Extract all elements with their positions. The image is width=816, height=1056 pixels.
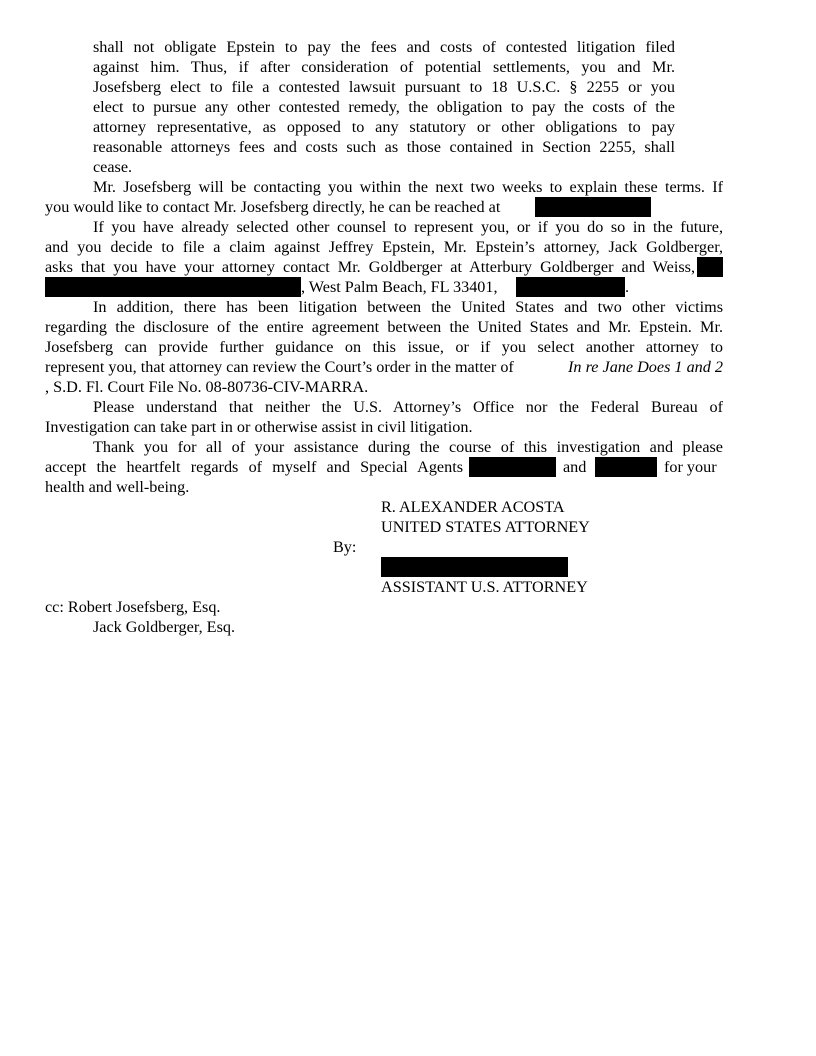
redaction-phone-goldberger bbox=[516, 277, 625, 297]
block-quote-line-3: Josefsberg elect to file a contested lawsuit pursuant to 18 U.S.C. § 2255 or you bbox=[93, 78, 675, 96]
block-quote-line-7: cease. bbox=[93, 158, 133, 176]
assistant-title: ASSISTANT U.S. ATTORNEY bbox=[381, 578, 588, 596]
litigation-line-1: In addition, there has been litigation between the United States and two other victims bbox=[93, 298, 723, 316]
redaction-agent-2 bbox=[595, 457, 657, 477]
redaction-assistant-name bbox=[381, 557, 568, 577]
thanks-line-2a: accept the heartfelt regards of myself and Special Agents bbox=[45, 458, 463, 476]
contact-line-2 bbox=[45, 197, 500, 217]
contact-text: you would like to contact Mr. Josefsberg directly, he can be reached at bbox=[45, 198, 501, 216]
signatory-name: R. ALEXANDER ACOSTA bbox=[381, 498, 565, 516]
counsel-line-4-city: , West Palm Beach, FL 33401, bbox=[301, 278, 498, 296]
redaction-address-start bbox=[697, 257, 723, 277]
understand-line-2: Investigation can take part in or otherwise assist in civil litigation. bbox=[45, 418, 473, 436]
redaction-agent-1 bbox=[469, 457, 556, 477]
litigation-line-3: Josefsberg can provide further guidance on this issue, or if you select another attorney to bbox=[45, 338, 723, 356]
counsel-line-2: and you decide to file a claim against Jeffrey Epstein, Mr. Epstein’s attorney, Jack Goldberger, bbox=[45, 238, 723, 256]
thanks-line-2c: for your bbox=[664, 458, 717, 476]
litigation-line-2: regarding the disclosure of the entire agreement between the United States and Mr. Epstein. Mr. bbox=[45, 318, 723, 336]
counsel-line-4-end: . bbox=[625, 278, 630, 296]
cc-line-2: Jack Goldberger, Esq. bbox=[93, 618, 236, 636]
counsel-line-3: asks that you have your attorney contact Mr. Goldberger at Atterbury Goldberger and Weiss, bbox=[45, 258, 695, 276]
redaction-phone-josefsberg bbox=[535, 197, 651, 217]
litigation-text: represent you, that attorney can review the Court’s order in the matter of bbox=[45, 358, 514, 376]
thanks-line-3: health and well-being. bbox=[45, 478, 190, 496]
cc-line-1: cc: Robert Josefsberg, Esq. bbox=[45, 598, 221, 616]
signatory-title: UNITED STATES ATTORNEY bbox=[381, 518, 590, 536]
block-quote-line-2: against him. Thus, if after consideration of potential settlements, you and Mr. bbox=[93, 58, 675, 76]
understand-line-1: Please understand that neither the U.S. Attorney’s Office nor the Federal Bureau of bbox=[93, 398, 723, 416]
counsel-line-1: If you have already selected other counsel to represent you, or if you do so in the future, bbox=[93, 218, 723, 236]
contact-line-1: Mr. Josefsberg will be contacting you within the next two weeks to explain these terms. If bbox=[93, 178, 723, 196]
block-quote-line-5: attorney representative, as opposed to any statutory or other obligations to pay bbox=[93, 118, 675, 136]
redaction-address bbox=[45, 277, 301, 297]
thanks-line-1: Thank you for all of your assistance during the course of this investigation and please bbox=[93, 438, 723, 456]
litigation-line-4 bbox=[45, 357, 723, 377]
block-quote-line-1 bbox=[93, 37, 675, 57]
by-label: By: bbox=[333, 538, 357, 556]
text-span: shall not obligate Epstein to pay the fees and costs of contested litigation filed bbox=[93, 38, 675, 56]
block-quote-line-6: reasonable attorneys fees and costs such as those contained in Section 2255, shall bbox=[93, 138, 675, 156]
litigation-line-5: , S.D. Fl. Court File No. 08-80736-CIV-MARRA. bbox=[45, 378, 369, 396]
thanks-line-2b: and bbox=[563, 458, 587, 476]
block-quote-line-4: elect to pursue any other contested remedy, the obligation to pay the costs of the bbox=[93, 98, 675, 116]
case-name: In re Jane Does 1 and 2 bbox=[568, 358, 723, 376]
